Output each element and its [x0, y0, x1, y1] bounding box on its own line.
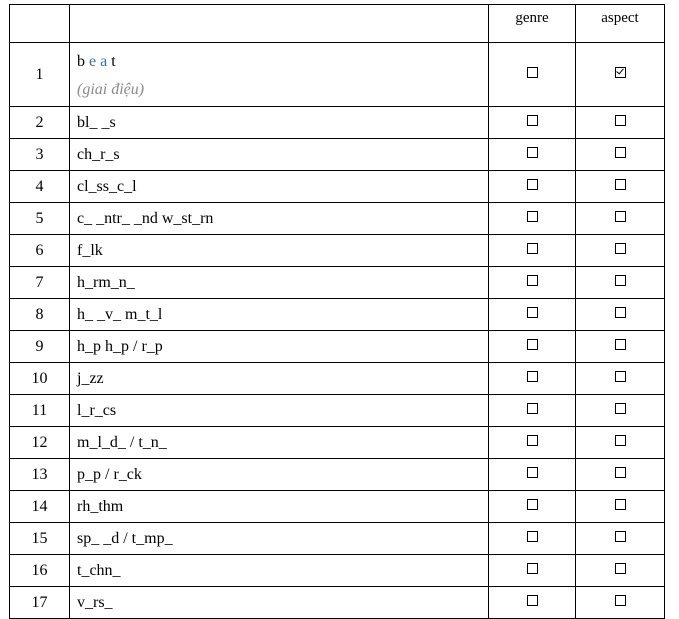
row-word: p_p / r_ck	[70, 459, 489, 491]
aspect-checkbox[interactable]	[615, 339, 626, 350]
table-row	[10, 427, 665, 459]
genre-checkbox[interactable]	[527, 307, 538, 318]
genre-cell	[489, 363, 576, 395]
header-genre: genre	[489, 5, 576, 43]
row-number: 14	[10, 491, 70, 523]
row-number: 5	[10, 203, 70, 235]
row-number: 8	[10, 299, 70, 331]
genre-checkbox[interactable]	[527, 467, 538, 478]
genre-cell	[489, 523, 576, 555]
genre-cell	[489, 235, 576, 267]
table-row	[10, 203, 665, 235]
table-row	[10, 523, 665, 555]
genre-cell	[489, 555, 576, 587]
row-number: 16	[10, 555, 70, 587]
genre-checkbox[interactable]	[527, 211, 538, 222]
aspect-cell	[576, 203, 665, 235]
row-number: 4	[10, 171, 70, 203]
row-number: 12	[10, 427, 70, 459]
row-number: 11	[10, 395, 70, 427]
genre-cell	[489, 267, 576, 299]
genre-checkbox[interactable]	[527, 371, 538, 382]
table-row	[10, 107, 665, 139]
table-row	[10, 363, 665, 395]
genre-checkbox[interactable]	[527, 243, 538, 254]
row-number: 9	[10, 331, 70, 363]
row-word: c_ _ntr_ _nd w_st_rn	[70, 203, 489, 235]
genre-checkbox[interactable]	[527, 179, 538, 190]
row-number: 10	[10, 363, 70, 395]
genre-cell	[489, 395, 576, 427]
aspect-checkbox[interactable]	[615, 499, 626, 510]
row-word: bl_ _s	[70, 107, 489, 139]
genre-checkbox[interactable]	[527, 403, 538, 414]
aspect-checkbox[interactable]	[615, 563, 626, 574]
header-aspect: aspect	[576, 5, 665, 43]
genre-checkbox[interactable]	[527, 595, 538, 606]
aspect-cell	[576, 427, 665, 459]
genre-cell	[489, 43, 576, 107]
row-number: 15	[10, 523, 70, 555]
row-word: j_zz	[70, 363, 489, 395]
table-row	[10, 331, 665, 363]
table-row	[10, 43, 665, 107]
row-number: 17	[10, 587, 70, 619]
genre-cell	[489, 331, 576, 363]
genre-cell	[489, 587, 576, 619]
row-word: h_ _v_ m_t_l	[70, 299, 489, 331]
row-number: 3	[10, 139, 70, 171]
aspect-cell	[576, 235, 665, 267]
aspect-cell	[576, 363, 665, 395]
genre-checkbox[interactable]	[527, 115, 538, 126]
aspect-cell	[576, 107, 665, 139]
aspect-checkbox[interactable]	[615, 115, 626, 126]
row-word: v_rs_	[70, 587, 489, 619]
example-word	[77, 53, 488, 71]
aspect-checkbox[interactable]	[615, 435, 626, 446]
genre-checkbox[interactable]	[527, 435, 538, 446]
meaning-hint: (giai điệu)	[77, 80, 145, 98]
genre-cell	[489, 459, 576, 491]
genre-checkbox[interactable]	[527, 339, 538, 350]
table-row	[10, 171, 665, 203]
vocab-table	[9, 4, 665, 619]
aspect-cell	[576, 299, 665, 331]
aspect-cell	[576, 459, 665, 491]
row-word	[70, 43, 489, 107]
aspect-checkbox[interactable]	[615, 147, 626, 158]
row-word: h_rm_n_	[70, 267, 489, 299]
genre-cell	[489, 139, 576, 171]
genre-checkbox[interactable]	[527, 531, 538, 542]
row-number: 6	[10, 235, 70, 267]
aspect-checkbox[interactable]	[615, 243, 626, 254]
genre-checkbox[interactable]	[527, 563, 538, 574]
header-row	[10, 5, 665, 43]
row-word: h_p h_p / r_p	[70, 331, 489, 363]
aspect-checkbox[interactable]	[615, 595, 626, 606]
row-word: ch_r_s	[70, 139, 489, 171]
aspect-checkbox[interactable]	[615, 403, 626, 414]
header-number	[10, 5, 70, 43]
aspect-cell	[576, 555, 665, 587]
genre-cell	[489, 203, 576, 235]
row-number: 13	[10, 459, 70, 491]
genre-checkbox[interactable]	[527, 147, 538, 158]
letter-highlight: e	[89, 52, 97, 70]
table-row	[10, 459, 665, 491]
genre-cell	[489, 299, 576, 331]
aspect-checkbox[interactable]	[615, 467, 626, 478]
row-number: 1	[10, 43, 70, 107]
table-row	[10, 395, 665, 427]
aspect-checkbox-checked[interactable]	[615, 67, 626, 78]
aspect-cell	[576, 43, 665, 107]
table-row	[10, 299, 665, 331]
letter-highlight: a	[100, 52, 108, 70]
aspect-cell	[576, 491, 665, 523]
aspect-checkbox[interactable]	[615, 179, 626, 190]
genre-cell	[489, 107, 576, 139]
aspect-cell	[576, 331, 665, 363]
aspect-checkbox[interactable]	[615, 531, 626, 542]
table-row	[10, 267, 665, 299]
aspect-cell	[576, 171, 665, 203]
genre-checkbox[interactable]	[527, 67, 538, 78]
row-word: sp_ _d / t_mp_	[70, 523, 489, 555]
row-word: rh_thm	[70, 491, 489, 523]
aspect-cell	[576, 267, 665, 299]
table-row	[10, 235, 665, 267]
table-row	[10, 587, 665, 619]
aspect-checkbox[interactable]	[615, 371, 626, 382]
table-row	[10, 139, 665, 171]
letter: b	[77, 52, 85, 70]
aspect-checkbox[interactable]	[615, 211, 626, 222]
table-row	[10, 491, 665, 523]
aspect-checkbox[interactable]	[615, 307, 626, 318]
genre-checkbox[interactable]	[527, 499, 538, 510]
genre-checkbox[interactable]	[527, 275, 538, 286]
genre-cell	[489, 171, 576, 203]
row-word: m_l_d_ / t_n_	[70, 427, 489, 459]
table-row	[10, 555, 665, 587]
genre-cell	[489, 427, 576, 459]
aspect-cell	[576, 523, 665, 555]
genre-cell	[489, 491, 576, 523]
aspect-cell	[576, 139, 665, 171]
row-word: t_chn_	[70, 555, 489, 587]
row-word: cl_ss_c_l	[70, 171, 489, 203]
letter: t	[111, 52, 116, 70]
row-word: l_r_cs	[70, 395, 489, 427]
aspect-cell	[576, 587, 665, 619]
row-number: 2	[10, 107, 70, 139]
aspect-cell	[576, 395, 665, 427]
header-word	[70, 5, 489, 43]
aspect-checkbox[interactable]	[615, 275, 626, 286]
row-number: 7	[10, 267, 70, 299]
row-word: f_lk	[70, 235, 489, 267]
